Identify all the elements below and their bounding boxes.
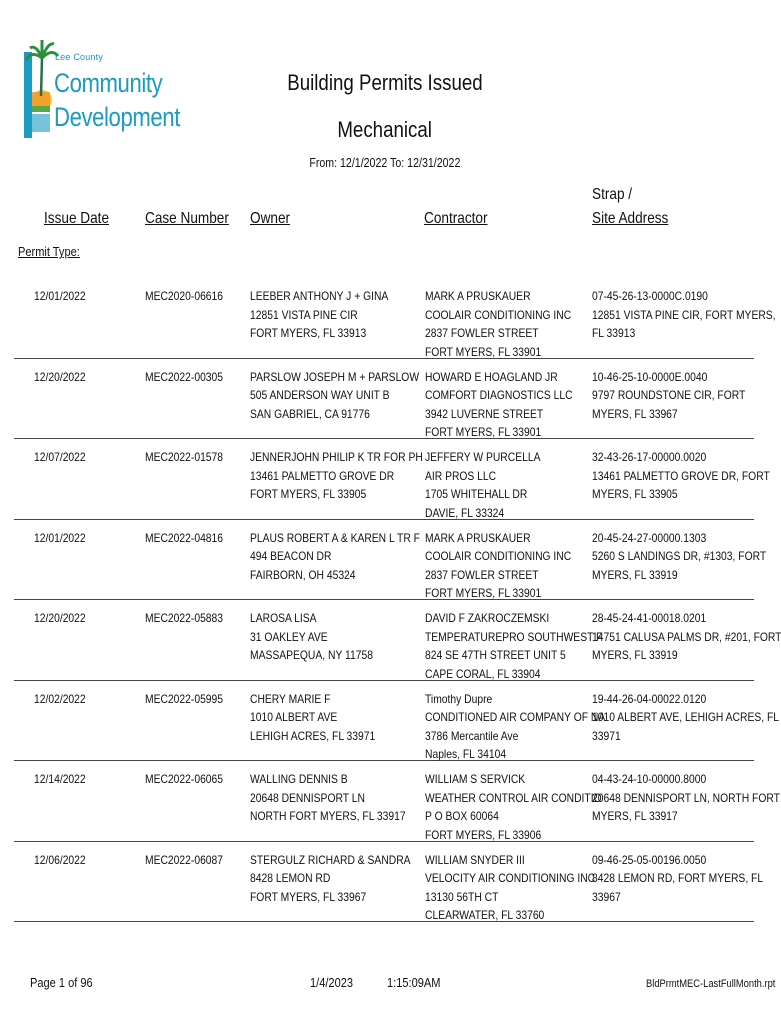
contractor-line: TEMPERATUREPRO SOUTHWEST F <box>425 629 603 644</box>
site-address-line: MYERS, FL 33967 <box>592 406 678 421</box>
owner-line: FORT MYERS, FL 33967 <box>250 889 367 904</box>
contractor-line: WILLIAM S SERVICK <box>425 772 526 786</box>
contractor-line: COOLAIR CONDITIONING INC <box>425 307 572 322</box>
site-address-cell <box>592 448 770 504</box>
contractor-line: DAVID F ZAKROCZEMSKI <box>425 611 550 625</box>
table-row <box>14 842 764 923</box>
issue-date-cell: 12/01/2022 <box>34 530 86 545</box>
owner-cell <box>250 287 398 343</box>
site-address-line: 33971 <box>592 728 621 743</box>
site-address-line: 20648 DENNISPORT LN, NORTH FORT <box>592 790 780 805</box>
contractor-line: FORT MYERS, FL 33901 <box>425 425 542 439</box>
logo-word-development: Development <box>54 102 180 132</box>
owner-line: MASSAPEQUA, NY 11758 <box>250 648 373 662</box>
contractor-cell <box>425 690 606 764</box>
contractor-line: 2837 FOWLER STREET <box>425 326 539 340</box>
owner-line: 1010 ALBERT AVE <box>250 710 338 724</box>
date-range: From: 12/1/2022 To: 12/31/2022 <box>309 156 461 170</box>
case-number-cell: MEC2022-00305 <box>145 369 224 384</box>
owner-line: 12851 VISTA PINE CIR <box>250 307 358 322</box>
contractor-line: 13130 56TH CT <box>425 889 499 904</box>
site-address-line: 13461 PALMETTO GROVE DR, FORT <box>592 468 770 483</box>
case-number-cell: MEC2020-06616 <box>145 289 224 303</box>
table-row <box>14 600 781 681</box>
site-address-line: MYERS, FL 33919 <box>592 567 678 582</box>
contractor-line: CONDITIONED AIR COMPANY OF NA <box>425 710 606 724</box>
site-address-line: FL 33913 <box>592 326 636 340</box>
contractor-line: DAVIE, FL 33324 <box>425 505 505 520</box>
contractor-cell <box>425 448 580 522</box>
issue-date-cell: 12/02/2022 <box>34 691 86 706</box>
owner-line: LAROSA LISA <box>250 611 317 625</box>
owner-line: WALLING DENNIS B <box>250 772 348 786</box>
permit-type-label: Permit Type: <box>18 244 80 259</box>
owner-cell <box>250 690 398 746</box>
owner-line: FORT MYERS, FL 33913 <box>250 326 367 340</box>
table-row <box>14 681 780 762</box>
column-header-case-number: Case Number <box>145 210 229 227</box>
owner-line: FORT MYERS, FL 33905 <box>250 487 367 501</box>
issue-date-cell: 12/20/2022 <box>34 369 86 384</box>
case-number-cell: MEC2022-01578 <box>145 450 224 464</box>
contractor-cell <box>425 851 596 925</box>
report-title: Building Permits Issued <box>287 70 483 95</box>
contractor-line: COOLAIR CONDITIONING INC <box>425 549 572 563</box>
owner-cell <box>250 609 398 665</box>
site-address-cell <box>592 851 764 907</box>
site-address-cell <box>592 287 776 343</box>
contractor-line: MARK A PRUSKAUER <box>425 530 531 545</box>
owner-line: 13461 PALMETTO GROVE DR <box>250 468 395 483</box>
owner-cell <box>250 368 420 424</box>
site-address-line: 14751 CALUSA PALMS DR, #201, FORT <box>592 629 781 644</box>
column-header-owner: Owner <box>250 210 291 227</box>
owner-line: 31 OAKLEY AVE <box>250 629 328 644</box>
issue-date-cell: 12/14/2022 <box>34 772 86 786</box>
owner-line: FAIRBORN, OH 45324 <box>250 567 356 582</box>
table-row <box>14 359 754 440</box>
permits-table <box>14 278 781 922</box>
site-address-line: 8428 LEMON RD, FORT MYERS, FL <box>592 871 764 885</box>
owner-cell <box>250 529 420 585</box>
case-number-cell: MEC2022-05995 <box>145 691 224 706</box>
owner-line: JENNERJOHN PHILIP K TR FOR PH <box>250 450 423 464</box>
owner-cell <box>250 448 423 504</box>
contractor-line: VELOCITY AIR CONDITIONING INC <box>425 871 596 885</box>
logo-word-community: Community <box>54 68 163 98</box>
footer-page-number: Page 1 of 96 <box>30 975 93 990</box>
site-address-line: 19-44-26-04-00022.0120 <box>592 691 707 706</box>
owner-line: LEEBER ANTHONY J + GINA <box>250 289 389 303</box>
issue-date-cell: 12/01/2022 <box>34 289 86 303</box>
site-address-line: 33967 <box>592 889 621 904</box>
owner-cell <box>250 770 406 826</box>
logo-small-text: Lee County <box>55 52 104 62</box>
contractor-line: 3786 Mercantile Ave <box>425 728 519 743</box>
site-address-line: 04-43-24-10-00000.8000 <box>592 772 707 786</box>
owner-line: PLAUS ROBERT A & KAREN L TR F <box>250 530 420 545</box>
column-header-strap: Strap / <box>592 186 633 203</box>
contractor-cell <box>425 609 603 683</box>
contractor-line: 3942 LUVERNE STREET <box>425 406 544 421</box>
owner-line: PARSLOW JOSEPH M + PARSLOW <box>250 369 420 384</box>
contractor-line: FORT MYERS, FL 33906 <box>425 827 542 842</box>
contractor-line: WILLIAM SNYDER III <box>425 852 525 867</box>
issue-date-cell: 12/07/2022 <box>34 450 86 464</box>
site-address-line: 09-46-25-05-00196.0050 <box>592 852 707 867</box>
site-address-cell <box>592 690 780 746</box>
case-number-cell: MEC2022-05883 <box>145 611 224 625</box>
column-header-issue-date: Issue Date <box>44 210 110 227</box>
contractor-line: Naples, FL 34104 <box>425 747 507 761</box>
issue-date-cell: 12/20/2022 <box>34 611 86 625</box>
contractor-cell <box>425 770 602 844</box>
site-address-line: 12851 VISTA PINE CIR, FORT MYERS, <box>592 307 776 322</box>
site-address-line: MYERS, FL 33917 <box>592 809 678 823</box>
site-address-line: 20-45-24-27-00000.1303 <box>592 530 707 545</box>
table-row <box>14 278 776 359</box>
column-header-contractor: Contractor <box>424 210 488 227</box>
contractor-line: CLEARWATER, FL 33760 <box>425 908 545 922</box>
site-address-cell <box>592 609 781 665</box>
contractor-line: COMFORT DIAGNOSTICS LLC <box>425 388 573 402</box>
owner-cell <box>250 851 411 907</box>
contractor-line: 2837 FOWLER STREET <box>425 567 539 582</box>
owner-line: 20648 DENNISPORT LN <box>250 790 365 805</box>
owner-line: NORTH FORT MYERS, FL 33917 <box>250 809 406 823</box>
contractor-line: MARK A PRUSKAUER <box>425 289 531 303</box>
case-number-cell: MEC2022-04816 <box>145 530 224 545</box>
contractor-line: CAPE CORAL, FL 33904 <box>425 666 541 681</box>
report-subtitle: Mechanical <box>337 117 433 142</box>
owner-line: 505 ANDERSON WAY UNIT B <box>250 388 390 402</box>
contractor-cell <box>425 529 580 603</box>
contractor-cell <box>425 287 580 361</box>
case-number-cell: MEC2022-06065 <box>145 772 224 786</box>
site-address-cell <box>592 368 755 424</box>
owner-line: STERGULZ RICHARD & SANDRA <box>250 852 411 867</box>
issue-date-cell: 12/06/2022 <box>34 852 86 867</box>
site-address-line: 1010 ALBERT AVE, LEHIGH ACRES, FL <box>592 710 780 724</box>
contractor-cell <box>425 368 580 442</box>
contractor-line: 824 SE 47TH STREET UNIT 5 <box>425 648 566 662</box>
footer-time: 1:15:09AM <box>387 975 441 990</box>
site-address-line: MYERS, FL 33919 <box>592 648 678 662</box>
site-address-line: 07-45-26-13-0000C.0190 <box>592 289 708 303</box>
site-address-line: MYERS, FL 33905 <box>592 487 678 501</box>
contractor-line: HOWARD E HOAGLAND JR <box>425 369 558 384</box>
site-address-line: 9797 ROUNDSTONE CIR, FORT <box>592 388 746 402</box>
site-address-line: 5260 S LANDINGS DR, #1303, FORT <box>592 549 767 563</box>
contractor-line: P O BOX 60064 <box>425 809 499 823</box>
contractor-line: AIR PROS LLC <box>425 468 497 483</box>
owner-line: CHERY MARIE F <box>250 691 331 706</box>
table-row <box>14 439 770 520</box>
contractor-line: Timothy Dupre <box>425 691 493 706</box>
table-row <box>14 761 780 842</box>
owner-line: 8428 LEMON RD <box>250 871 331 885</box>
footer-report-file: BldPrmtMEC-LastFullMonth.rpt <box>646 978 776 990</box>
contractor-line: FORT MYERS, FL 33901 <box>425 586 542 600</box>
footer-date: 1/4/2023 <box>310 975 354 990</box>
column-header-site-address: Site Address <box>592 210 669 227</box>
site-address-line: 28-45-24-41-00018.0201 <box>592 611 707 625</box>
case-number-cell: MEC2022-06087 <box>145 852 224 867</box>
site-address-cell <box>592 770 780 826</box>
site-address-line: 32-43-26-17-00000.0020 <box>592 450 707 464</box>
site-address-line: 10-46-25-10-0000E.0040 <box>592 369 708 384</box>
owner-line: SAN GABRIEL, CA 91776 <box>250 406 370 421</box>
table-row <box>14 520 767 601</box>
owner-line: 494 BEACON DR <box>250 549 332 563</box>
contractor-line: JEFFERY W PURCELLA <box>425 450 541 464</box>
contractor-line: FORT MYERS, FL 33901 <box>425 344 542 359</box>
owner-line: LEHIGH ACRES, FL 33971 <box>250 728 376 743</box>
contractor-line: WEATHER CONTROL AIR CONDITIO <box>425 790 602 805</box>
site-address-cell <box>592 529 767 585</box>
contractor-line: 1705 WHITEHALL DR <box>425 487 528 501</box>
